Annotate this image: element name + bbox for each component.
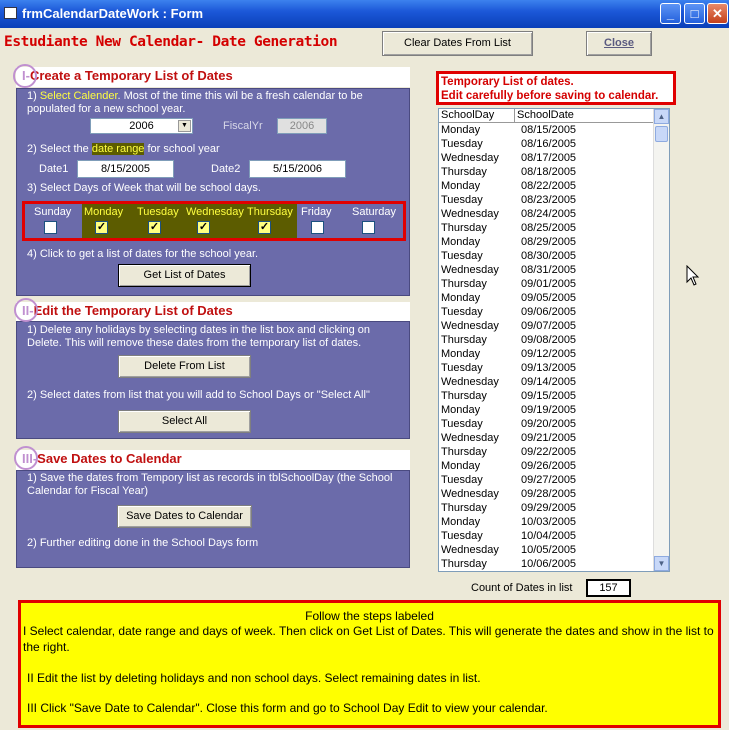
list-item-date: 10/04/2005 xyxy=(521,530,577,542)
list-item-date: 08/23/2005 xyxy=(521,194,577,206)
list-item-date: 09/12/2005 xyxy=(521,348,577,360)
checkbox-tuesday[interactable]: ✓ xyxy=(149,221,160,233)
select-all-button[interactable]: Select All xyxy=(118,410,251,433)
day-label-sunday: Sunday xyxy=(34,206,72,218)
list-item[interactable] xyxy=(439,235,669,249)
mouse-cursor-icon xyxy=(686,265,700,287)
list-item[interactable] xyxy=(439,473,669,487)
list-item-day: Tuesday xyxy=(441,474,483,486)
list-item-date: 09/26/2005 xyxy=(521,460,577,472)
section1-circle-icon xyxy=(13,64,37,88)
list-item[interactable] xyxy=(439,403,669,417)
section2-heading xyxy=(16,302,410,321)
list-item[interactable] xyxy=(439,221,669,235)
list-item[interactable] xyxy=(439,123,669,137)
col-schoolday: SchoolDay xyxy=(439,109,515,122)
list-item-date: 08/22/2005 xyxy=(521,180,577,192)
year-combo-value: 2006 xyxy=(129,120,154,132)
list-item-date: 08/31/2005 xyxy=(521,264,577,276)
section3-heading xyxy=(16,450,410,470)
section1-step4-text: 4) Click to get a list of dates for the school year. xyxy=(27,248,259,260)
clear-dates-button[interactable]: Clear Dates From List xyxy=(382,31,533,56)
list-item[interactable] xyxy=(439,529,669,543)
col-schooldate: SchoolDate xyxy=(517,109,574,121)
list-item-day: Wednesday xyxy=(441,488,499,500)
list-item-day: Wednesday xyxy=(441,320,499,332)
close-window-button[interactable]: ✕ xyxy=(707,3,728,24)
window-title: frmCalendarDateWork : Form xyxy=(22,6,204,21)
date-range-highlight: date range xyxy=(91,143,145,155)
select-calendar-highlight: Select Calender xyxy=(39,90,118,102)
date2-label: Date2 xyxy=(211,163,241,175)
checkbox-saturday[interactable] xyxy=(362,221,375,234)
list-item-date: 09/06/2005 xyxy=(521,306,577,318)
list-item-date: 09/19/2005 xyxy=(521,404,577,416)
list-item-date: 09/07/2005 xyxy=(521,320,577,332)
section3-step1-text: 1) Save the dates from Tempory list as records in tblSchoolDay (the School Calendar for Fiscal Year) xyxy=(27,472,393,497)
scroll-down-icon[interactable]: ▼ xyxy=(654,556,669,571)
section2-step1-text: 1) Delete any holidays by selecting dates in the list box and clicking on Delete. This will remove these dates from the temporary list of dates. xyxy=(27,324,371,349)
save-dates-to-calendar-button[interactable]: Save Dates to Calendar xyxy=(117,505,252,528)
scroll-up-icon[interactable]: ▲ xyxy=(654,109,669,124)
scroll-thumb[interactable] xyxy=(655,126,668,142)
instructions-title: Follow the steps labeled xyxy=(305,609,434,623)
list-item-day: Thursday xyxy=(441,502,487,514)
day-label-thursday: Thursday xyxy=(247,206,293,218)
app-icon[interactable] xyxy=(4,7,17,19)
list-item-date: 09/29/2005 xyxy=(521,502,577,514)
list-item-day: Tuesday xyxy=(441,530,483,542)
list-item-day: Thursday xyxy=(441,222,487,234)
section2-number: II- xyxy=(22,303,34,318)
list-item-date: 09/15/2005 xyxy=(521,390,577,402)
fiscal-year-field[interactable]: 2006 xyxy=(277,118,327,134)
list-item-day: Thursday xyxy=(441,334,487,346)
list-item-day: Wednesday xyxy=(441,432,499,444)
section2-step2-text: 2) Select dates from list that you will add to School Days or "Select All" xyxy=(27,389,370,401)
list-item-day: Tuesday xyxy=(441,418,483,430)
date1-label: Date1 xyxy=(39,163,69,175)
day-label-tuesday: Tuesday xyxy=(137,206,179,218)
list-item-day: Monday xyxy=(441,180,481,192)
list-item[interactable] xyxy=(439,179,669,193)
list-item[interactable] xyxy=(439,543,669,557)
list-item-date: 08/16/2005 xyxy=(521,138,577,150)
list-item-day: Monday xyxy=(441,236,481,248)
list-item-date: 09/05/2005 xyxy=(521,292,577,304)
list-item-day: Thursday xyxy=(441,166,487,178)
list-item-date: 09/21/2005 xyxy=(521,432,577,444)
list-item[interactable] xyxy=(439,445,669,459)
delete-from-list-button[interactable]: Delete From List xyxy=(118,355,251,378)
form-header-title: Estudiante New Calendar- Date Generation xyxy=(4,34,338,50)
instructions-note xyxy=(18,600,721,728)
list-item-day: Monday xyxy=(441,124,481,136)
day-label-friday: Friday xyxy=(301,206,332,218)
list-item[interactable] xyxy=(439,515,669,529)
list-item-day: Tuesday xyxy=(441,306,483,318)
checkbox-wednesday[interactable]: ✓ xyxy=(198,221,209,233)
list-item[interactable] xyxy=(439,459,669,473)
list-item-date: 09/22/2005 xyxy=(521,446,577,458)
maximize-button[interactable]: □ xyxy=(684,3,705,24)
list-item[interactable] xyxy=(439,361,669,375)
list-item-date: 08/24/2005 xyxy=(521,208,577,220)
list-item-day: Wednesday xyxy=(441,544,499,556)
temp-list-note-line1: Temporary List of dates. xyxy=(441,76,574,88)
temp-list-note-line2: Edit carefully before saving to calendar. xyxy=(441,90,659,102)
checkbox-friday[interactable] xyxy=(311,221,324,234)
list-item-date: 10/03/2005 xyxy=(521,516,577,528)
list-item-day: Monday xyxy=(441,516,481,528)
list-item-date: 08/29/2005 xyxy=(521,236,577,248)
list-item[interactable] xyxy=(439,333,669,347)
section2-title: Edit the Temporary List of Dates xyxy=(33,303,233,318)
list-item-day: Wednesday xyxy=(441,264,499,276)
section1-number: I- xyxy=(22,68,30,83)
list-item[interactable] xyxy=(439,417,669,431)
list-item-date: 09/28/2005 xyxy=(521,488,577,500)
minimize-button[interactable]: _ xyxy=(660,3,681,24)
list-item-day: Monday xyxy=(441,460,481,472)
list-item-date: 09/01/2005 xyxy=(521,278,577,290)
list-item[interactable] xyxy=(439,501,669,515)
section1-step2-text: 2) Select the date range for school year xyxy=(27,143,220,155)
get-list-of-dates-button[interactable]: Get List of Dates xyxy=(118,264,251,287)
section3-number: III- xyxy=(22,451,38,466)
list-item-date: 09/20/2005 xyxy=(521,418,577,430)
list-item-day: Thursday xyxy=(441,390,487,402)
section1-title: Create a Temporary List of Dates xyxy=(29,68,233,83)
list-item-day: Tuesday xyxy=(441,250,483,262)
list-item[interactable] xyxy=(439,291,669,305)
section1-step3-text: 3) Select Days of Week that will be school days. xyxy=(27,182,261,194)
list-item-date: 10/06/2005 xyxy=(521,558,577,570)
list-item-date: 08/17/2005 xyxy=(521,152,577,164)
list-item-date: 09/13/2005 xyxy=(521,362,577,374)
list-scrollbar[interactable] xyxy=(653,109,669,571)
chevron-down-icon[interactable]: ▼ xyxy=(178,120,191,132)
list-item-day: Wednesday xyxy=(441,376,499,388)
instructions-line2: II Edit the list by deleting holidays and non school days. Select remaining dates in list. xyxy=(27,671,481,685)
list-item[interactable] xyxy=(439,487,669,501)
checkbox-thursday[interactable]: ✓ xyxy=(259,221,270,233)
count-value: 157 xyxy=(586,579,631,597)
list-item-day: Monday xyxy=(441,348,481,360)
section3-circle-icon xyxy=(14,446,38,470)
list-item-date: 09/14/2005 xyxy=(521,376,577,388)
date2-input[interactable]: 5/15/2006 xyxy=(249,160,346,178)
list-rows xyxy=(439,123,669,571)
list-item[interactable] xyxy=(439,249,669,263)
list-item[interactable] xyxy=(439,319,669,333)
fiscal-year-label: FiscalYr xyxy=(223,120,263,132)
list-item-day: Tuesday xyxy=(441,138,483,150)
list-item-date: 09/08/2005 xyxy=(521,334,577,346)
section1-step1-text: 1) Select Calender. Most of the time this wil be a fresh calendar to be populated for a new school year. xyxy=(27,90,363,115)
list-item[interactable] xyxy=(439,277,669,291)
list-item-date: 08/25/2005 xyxy=(521,222,577,234)
year-combo[interactable] xyxy=(90,118,193,134)
list-item[interactable] xyxy=(439,389,669,403)
list-item-day: Monday xyxy=(441,292,481,304)
list-item-day: Thursday xyxy=(441,558,487,570)
list-item[interactable] xyxy=(439,431,669,445)
list-item-date: 08/15/2005 xyxy=(521,124,577,136)
section1-heading xyxy=(16,67,410,87)
list-item-day: Thursday xyxy=(441,446,487,458)
instructions-line3: III Click "Save Date to Calendar". Close this form and go to School Day Edit to view your calendar. xyxy=(27,701,548,715)
section3-step2-text: 2) Further editing done in the School Days form xyxy=(27,537,259,549)
list-item[interactable] xyxy=(439,151,669,165)
list-item[interactable] xyxy=(439,193,669,207)
checkbox-sunday[interactable] xyxy=(44,221,57,234)
title-bar xyxy=(0,0,729,28)
list-item-date: 08/30/2005 xyxy=(521,250,577,262)
checkbox-monday[interactable]: ✓ xyxy=(96,221,107,233)
close-button[interactable]: Close xyxy=(586,31,652,56)
day-label-wednesday: Wednesday xyxy=(186,206,244,218)
list-item[interactable] xyxy=(439,557,669,571)
day-label-monday: Monday xyxy=(84,206,124,218)
list-item-date: 10/05/2005 xyxy=(521,544,577,556)
list-item[interactable] xyxy=(439,375,669,389)
list-item-day: Tuesday xyxy=(441,194,483,206)
list-item[interactable] xyxy=(439,137,669,151)
temp-list-note xyxy=(436,71,676,105)
temp-dates-listbox[interactable] xyxy=(438,108,670,572)
list-item-date: 08/18/2005 xyxy=(521,166,577,178)
list-item-day: Wednesday xyxy=(441,152,499,164)
date1-input[interactable]: 8/15/2005 xyxy=(77,160,174,178)
list-item[interactable] xyxy=(439,165,669,179)
list-item[interactable] xyxy=(439,207,669,221)
instructions-line1: I Select calendar, date range and days of week. Then click on Get List of Dates. This will generate the dates and show in the list to the right. xyxy=(23,624,714,654)
list-header xyxy=(439,109,669,123)
list-item-day: Monday xyxy=(441,404,481,416)
list-item[interactable] xyxy=(439,263,669,277)
list-item-day: Thursday xyxy=(441,278,487,290)
section3-title: Save Dates to Calendar xyxy=(37,451,182,466)
list-item-day: Wednesday xyxy=(441,208,499,220)
day-label-saturday: Saturday xyxy=(352,206,397,218)
list-item[interactable] xyxy=(439,347,669,361)
count-label: Count of Dates in list xyxy=(471,582,573,594)
list-item-day: Tuesday xyxy=(441,362,483,374)
list-item[interactable] xyxy=(439,305,669,319)
list-item-date: 09/27/2005 xyxy=(521,474,577,486)
section2-circle-icon xyxy=(14,298,38,322)
